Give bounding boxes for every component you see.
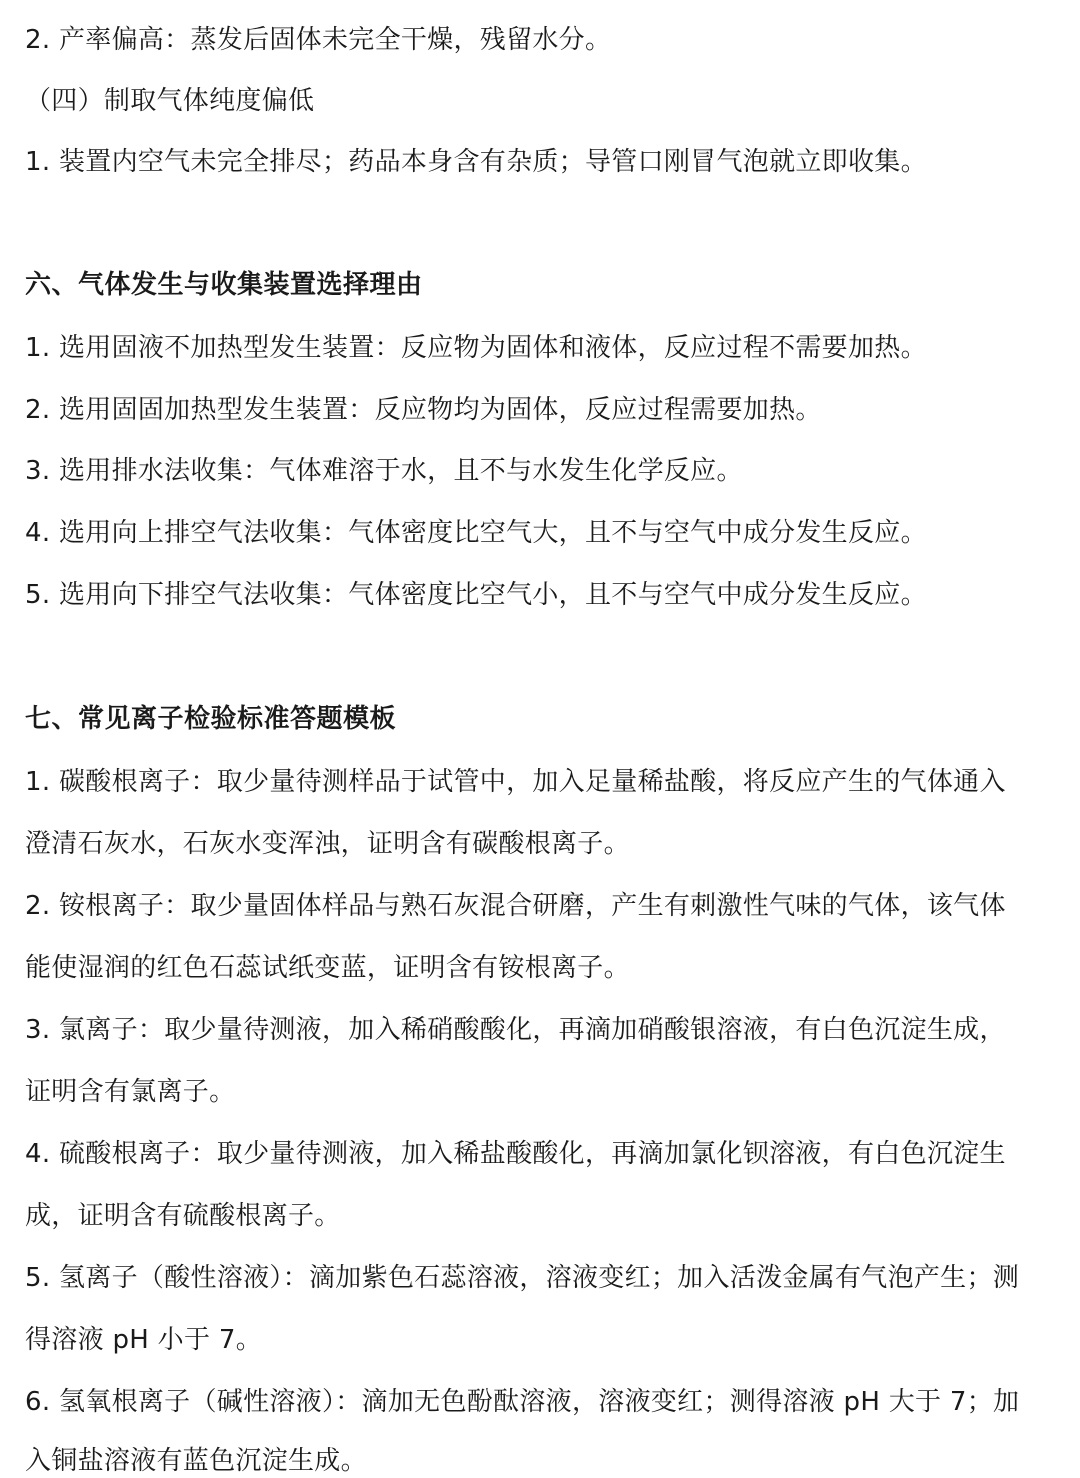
section-seven-title: 七、常见离子检验标准答题模板 xyxy=(25,704,397,734)
subsection-gas-purity-title: （四）制取气体纯度偏低 xyxy=(25,86,315,116)
hydrogen-ion-line-2: 得溶液 pH 小于 7。 xyxy=(25,1325,262,1355)
gas-purity-item: 1. 装置内空气未完全排尽；药品本身含有杂质；导管口刚冒气泡就立即收集。 xyxy=(25,147,927,177)
chloride-ion-line-2: 证明含有氯离子。 xyxy=(25,1077,236,1107)
chloride-ion-line-1: 3. 氯离子：取少量待测液，加入稀硝酸酸化，再滴加硝酸银溶液，有白色沉淀生成， xyxy=(25,1015,1006,1045)
section-six-item-1: 1. 选用固液不加热型发生装置：反应物为固体和液体，反应过程不需要加热。 xyxy=(25,333,927,363)
section-six-title: 六、气体发生与收集装置选择理由 xyxy=(25,270,423,300)
sulfate-ion-line-1: 4. 硫酸根离子：取少量待测液，加入稀盐酸酸化，再滴加氯化钡溶液，有白色沉淀生 xyxy=(25,1139,1006,1169)
section-six-item-5: 5. 选用向下排空气法收集：气体密度比空气小，且不与空气中成分发生反应。 xyxy=(25,580,927,610)
ammonium-ion-line-1: 2. 铵根离子：取少量固体样品与熟石灰混合研磨，产生有刺激性气味的气体，该气体 xyxy=(25,891,1006,921)
section-six-item-3: 3. 选用排水法收集：气体难溶于水，且不与水发生化学反应。 xyxy=(25,456,743,486)
hydroxide-ion-line-2: 入铜盐溶液有蓝色沉淀生成。 xyxy=(25,1446,367,1476)
carbonate-ion-line-2: 澄清石灰水，石灰水变浑浊，证明含有碳酸根离子。 xyxy=(25,829,630,859)
hydroxide-ion-line-1: 6. 氢氧根离子（碱性溶液）：滴加无色酚酞溶液，溶液变红；测得溶液 pH 大于 7；加 xyxy=(25,1387,1020,1417)
section-six-item-2: 2. 选用固固加热型发生装置：反应物均为固体，反应过程需要加热。 xyxy=(25,395,822,425)
section-six-item-4: 4. 选用向上排空气法收集：气体密度比空气大，且不与空气中成分发生反应。 xyxy=(25,518,927,548)
carbonate-ion-line-1: 1. 碳酸根离子：取少量待测样品于试管中，加入足量稀盐酸，将反应产生的气体通入 xyxy=(25,767,1006,797)
ammonium-ion-line-2: 能使湿润的红色石蕊试纸变蓝，证明含有铵根离子。 xyxy=(25,953,630,983)
hydrogen-ion-line-1: 5. 氢离子（酸性溶液）：滴加紫色石蕊溶液，溶液变红；加入活泼金属有气泡产生；测 xyxy=(25,1263,1020,1293)
yield-high-item: 2. 产率偏高：蒸发后固体未完全干燥，残留水分。 xyxy=(25,25,612,55)
sulfate-ion-line-2: 成，证明含有硫酸根离子。 xyxy=(25,1201,341,1231)
